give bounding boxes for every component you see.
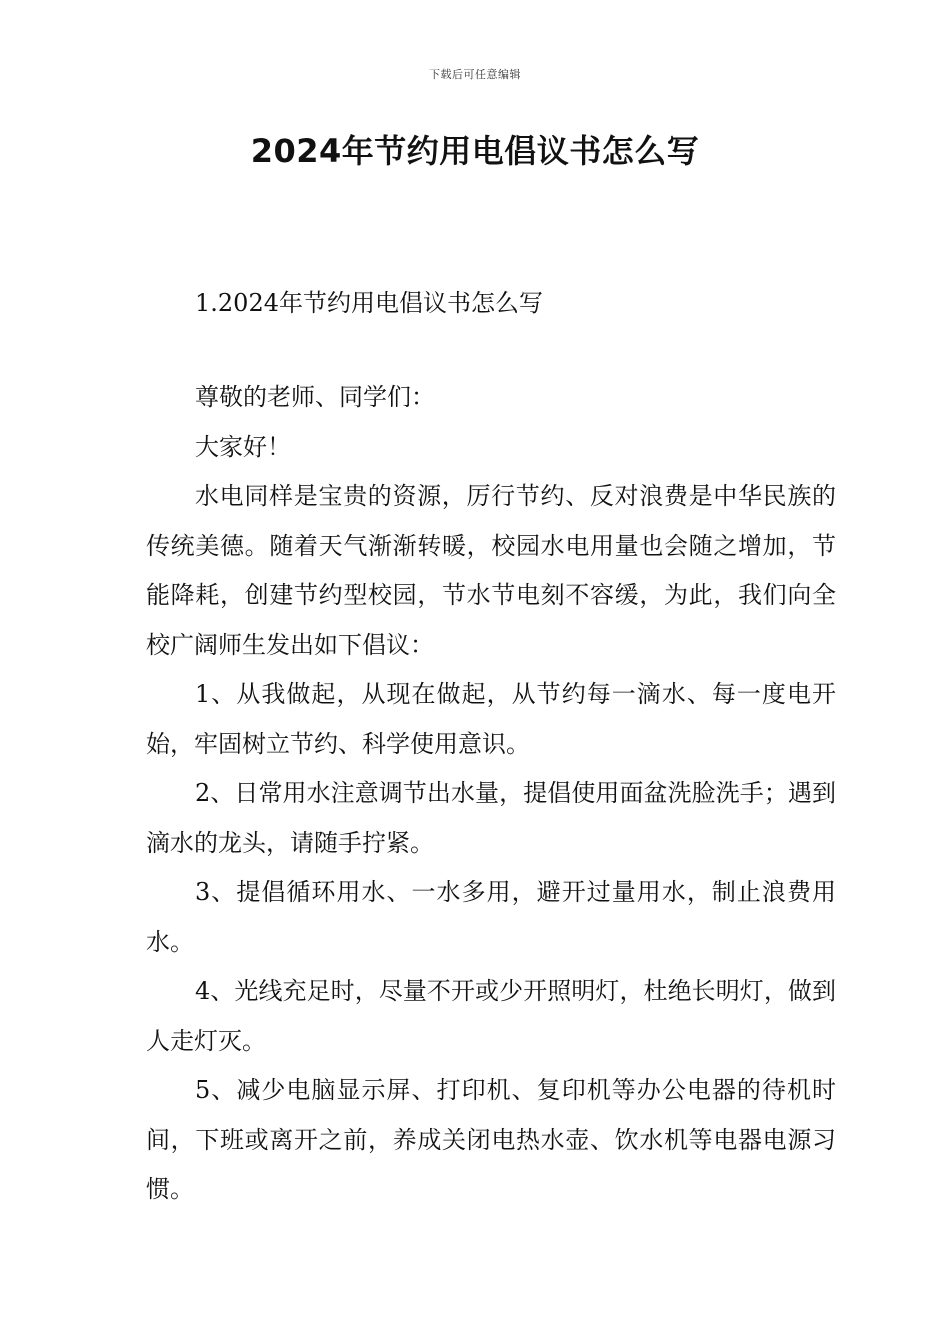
section-heading: 1.2024年节约用电倡议书怎么写 xyxy=(195,289,543,317)
proposal-item-1: 1、从我做起，从现在做起，从节约每一滴水、每一度电开始，牢固树立节约、科学使用意识。 xyxy=(146,680,836,758)
salutation: 尊敬的老师、同学们： xyxy=(195,383,435,411)
proposal-item-4: 4、光线充足时，尽量不开或少开照明灯，杜绝长明灯，做到人走灯灭。 xyxy=(146,977,836,1055)
proposal-item-2: 2、日常用水注意调节出水量，提倡使用面盆洗脸洗手；遇到滴水的龙头，请随手拧紧。 xyxy=(146,779,836,857)
header-note: 下载后可任意编辑 xyxy=(429,68,521,81)
body-paragraph: 水电同样是宝贵的资源，厉行节约、反对浪费是中华民族的传统美德。随着天气渐渐转暖，校园水电用量也会随之增加，节能降耗，创建节约型校园，节水节电刻不容缓，为此，我们向全校广阔师生发出如下倡议： xyxy=(146,482,836,659)
document-body xyxy=(146,373,836,1215)
proposal-item-3: 3、提倡循环用水、一水多用，避开过量用水，制止浪费用水。 xyxy=(146,878,836,956)
proposal-item-5: 5、减少电脑显示屏、打印机、复印机等办公电器的待机时间，下班或离开之前，养成关闭电热水壶、饮水机等电器电源习惯。 xyxy=(146,1076,836,1203)
greeting: 大家好！ xyxy=(195,432,291,461)
document-title: 2024年节约用电倡议书怎么写 xyxy=(250,132,700,170)
